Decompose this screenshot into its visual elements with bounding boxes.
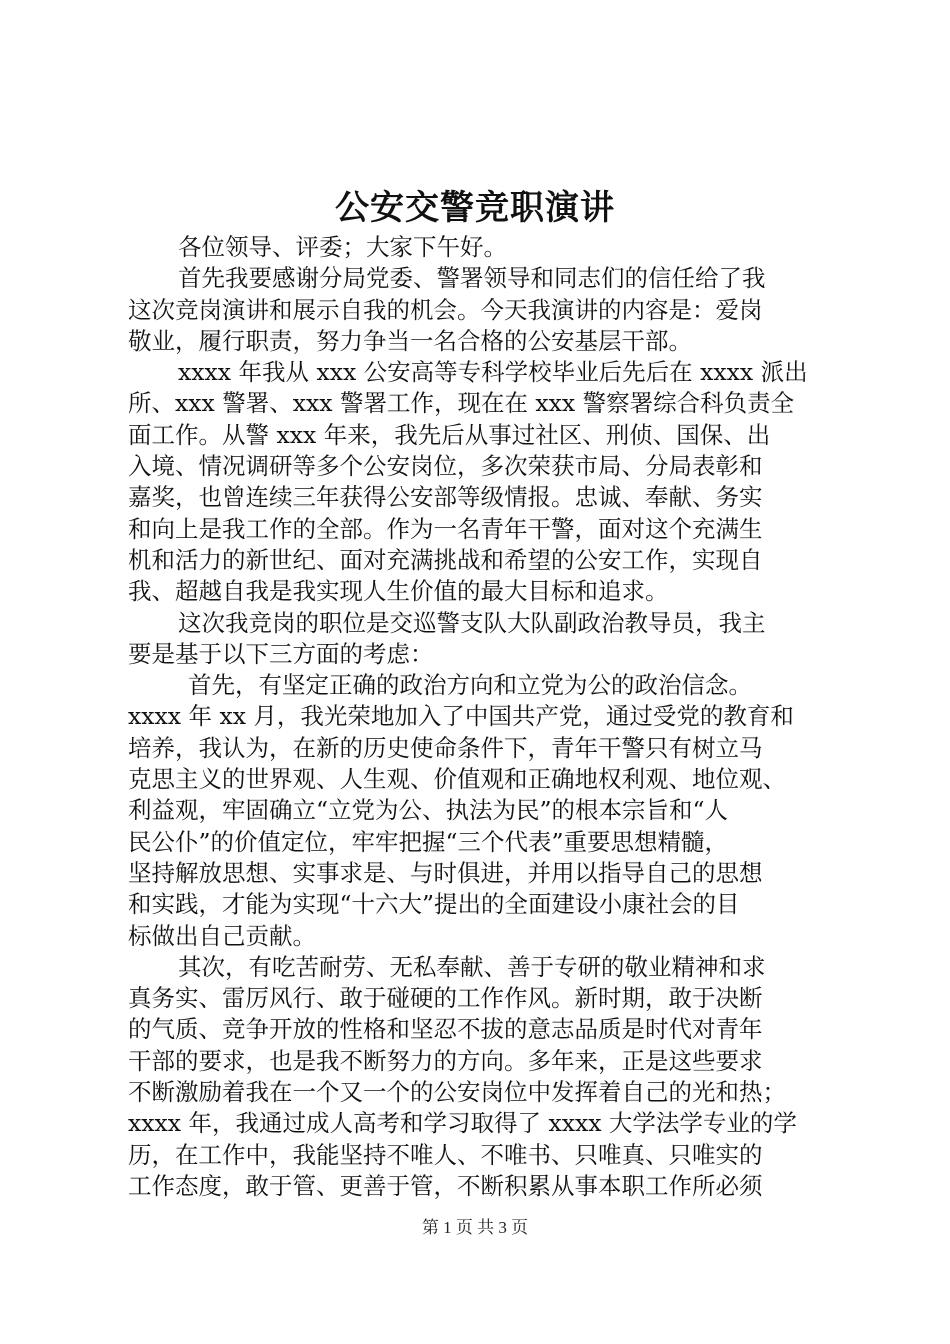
text-line: 真务实、雷厉风行、敢于碰硬的工作作风。新时期，敢于决断 xyxy=(128,984,763,1013)
text-line: 面工作。从警 xxx 年来，我先后从事过社区、刑侦、国保、出 xyxy=(128,420,771,449)
text-line: 历，在工作中，我能坚持不唯人、不唯书、只唯真、只唯实的 xyxy=(128,1140,763,1169)
text-line: 嘉奖，也曾连续三年获得公安部等级情报。忠诚、奉献、务实 xyxy=(128,483,763,512)
text-line: xxxx 年 xx 月，我光荣地加入了中国共产党，通过受党的教育和 xyxy=(128,702,794,731)
text-line: 培养，我认为，在新的历史使命条件下，青年干警只有树立马 xyxy=(128,733,763,762)
text-line: 这次我竞岗的职位是交巡警支队大队副政治教导员，我主 xyxy=(178,608,766,637)
text-line: xxxx 年我从 xxx 公安高等专科学校毕业后先后在 xxxx 派出 xyxy=(178,358,808,387)
text-line: 其次，有吃苦耐劳、无私奉献、善于专研的敬业精神和求 xyxy=(178,952,766,981)
text-line: 所、xxx 警署、xxx 警署工作，现在在 xxx 警察署综合科负责全 xyxy=(128,389,795,418)
text-line: 干部的要求，也是我不断努力的方向。多年来，正是这些要求 xyxy=(128,1046,763,1075)
document-title: 公安交警竞职演讲 xyxy=(335,188,615,228)
text-line: 敬业，履行职责，努力争当一名合格的公安基层干部。 xyxy=(128,326,692,355)
text-line: 首先我要感谢分局党委、警署领导和同志们的信任给了我 xyxy=(178,264,766,293)
text-line: 工作态度，敢于管、更善于管，不断积累从事本职工作所必须 xyxy=(128,1171,763,1200)
text-line: 的气质、竞争开放的性格和坚忍不拔的意志品质是时代对青年 xyxy=(128,1015,763,1044)
text-line: 要是基于以下三方面的考虑： xyxy=(128,639,434,668)
text-line: 克思主义的世界观、人生观、价值观和正确地权利观、地位观、 xyxy=(128,765,786,794)
text-line: 民公仆”的价值定位，牢牢把握“三个代表”重要思想精髓， xyxy=(128,827,729,856)
text-line: 坚持解放思想、实事求是、与时俱进，并用以指导自己的思想 xyxy=(128,858,763,887)
text-line: 入境、情况调研等多个公安岗位，多次荣获市局、分局表彰和 xyxy=(128,452,763,481)
text-line: 和实践，才能为实现“十六大”提出的全面建设小康社会的目 xyxy=(128,890,740,919)
text-line: 和向上是我工作的全部。作为一名青年干警，面对这个充满生 xyxy=(128,514,763,543)
text-line: 机和活力的新世纪、面对充满挑战和希望的公安工作，实现自 xyxy=(128,545,763,574)
text-line: 我、超越自我是我实现人生价值的最大目标和追求。 xyxy=(128,577,669,606)
text-line: 标做出自己贡献。 xyxy=(128,921,316,950)
text-line: 利益观，牢固确立“立党为公、执法为民”的根本宗旨和“人 xyxy=(128,796,729,825)
text-line: 这次竞岗演讲和展示自我的机会。今天我演讲的内容是：爱岗 xyxy=(128,295,763,324)
text-line: xxxx 年，我通过成人高考和学习取得了 xxxx 大学法学专业的学 xyxy=(128,1109,797,1138)
document-body xyxy=(128,232,832,1202)
text-line: 首先，有坚定正确的政治方向和立党为公的政治信念。 xyxy=(188,671,752,700)
text-line: 不断激励着我在一个又一个的公安岗位中发挥着自己的光和热； xyxy=(128,1078,786,1107)
text-line: 各位领导、评委；大家下午好。 xyxy=(178,233,507,261)
page-footer: 第 1 页 共 3 页 xyxy=(421,1218,529,1237)
